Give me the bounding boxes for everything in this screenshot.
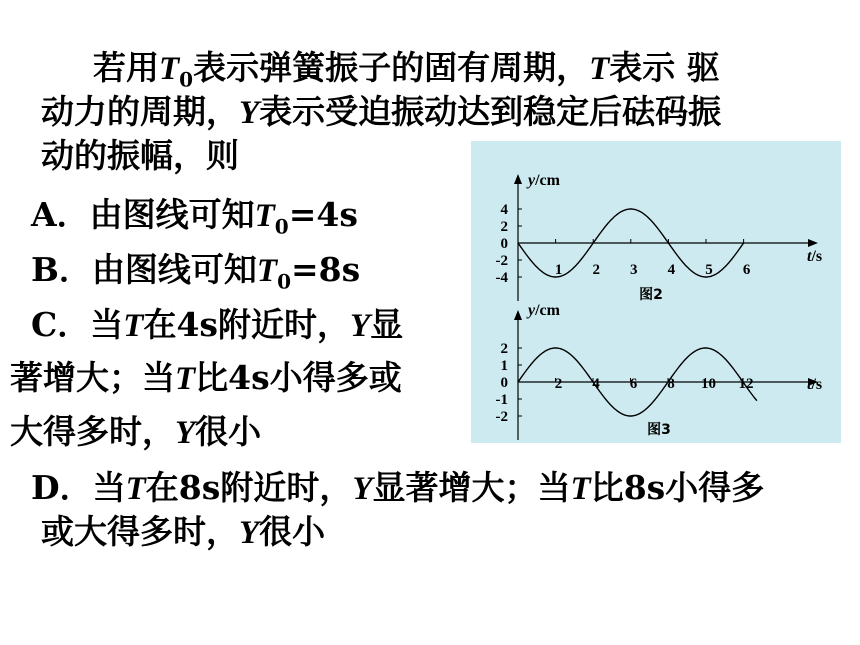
x-axis-arrow [808, 239, 818, 247]
option-letter: D． [31, 468, 93, 507]
text: 很小 [259, 512, 326, 551]
text: 表示受迫振动达到稳定后砝码振 [259, 92, 722, 131]
option-d-line-1 [31, 466, 764, 511]
subscript-0: 0 [274, 214, 289, 239]
x-tick-label: 4 [592, 376, 600, 392]
text: 由图线可知 [89, 195, 255, 234]
option-letter: C． [31, 305, 91, 344]
option-letter: B． [31, 250, 92, 289]
figure-caption: 图2 [639, 287, 663, 303]
text: 表示 驱 [609, 48, 720, 87]
question-line-2 [41, 90, 721, 135]
text: 在8s附近时， [145, 468, 353, 507]
y-axis-label: y/cm [528, 302, 560, 319]
figure-caption: 图3 [647, 422, 671, 438]
y-tick-label: -2 [495, 409, 508, 425]
option-c-line-3 [10, 410, 261, 455]
y-tick-label: 2 [500, 219, 508, 235]
x-tick-label: 2 [592, 262, 600, 278]
option-letter: A． [31, 195, 90, 234]
x-tick-label: 3 [630, 262, 638, 278]
x-axis-label: t/s [807, 248, 823, 265]
x-tick-label: 10 [701, 376, 716, 392]
symbol-T: T [123, 308, 144, 344]
text: 显 [370, 305, 404, 344]
figure-panel [471, 141, 841, 443]
text: 当 [90, 305, 124, 344]
x-tick-label: 5 [705, 262, 713, 278]
option-b[interactable] [31, 248, 360, 304]
question-line-3 [41, 134, 239, 178]
option-c-line-2 [10, 356, 402, 401]
symbol-T: T [570, 471, 591, 507]
x-tick-label: 6 [629, 376, 638, 392]
x-tick-label: 4 [667, 262, 676, 278]
x-tick-label: 1 [554, 262, 563, 278]
y-tick-label: -2 [495, 253, 508, 269]
symbol-Y: Y [352, 471, 373, 507]
figures-svg [471, 141, 841, 443]
text: =4s [288, 195, 358, 234]
x-axis-label: t/s [807, 376, 823, 393]
text: 动力的周期， [41, 92, 239, 131]
symbol-Y: Y [175, 415, 196, 451]
text: 很小 [195, 412, 262, 451]
text: 著增大；当 [10, 358, 175, 397]
text: 由图线可知 [91, 250, 257, 289]
y-tick-label: 2 [500, 341, 508, 357]
y-tick-label: 0 [500, 236, 508, 252]
text: 比4s小得多或 [195, 358, 402, 397]
y-tick-label: -4 [495, 270, 508, 286]
symbol-T: T [254, 198, 275, 234]
y-axis-arrow [514, 310, 522, 320]
text: 动的振幅，则 [41, 136, 239, 175]
y-tick-label: 4 [500, 202, 508, 218]
symbol-T: T [175, 361, 196, 397]
subscript-0: 0 [277, 269, 291, 294]
x-tick-label: 6 [742, 262, 751, 278]
option-a[interactable] [31, 193, 358, 249]
symbol-T: T [589, 51, 610, 87]
text: 大得多时， [10, 412, 175, 451]
y-axis-label: y/cm [528, 172, 560, 189]
option-c-line-1 [31, 303, 403, 348]
subscript-0: 0 [179, 67, 194, 92]
text: 或大得多时， [41, 512, 239, 551]
chart-1 [514, 172, 822, 301]
text: 当 [92, 468, 126, 507]
text: 比8s小得多 [590, 468, 765, 507]
symbol-Y: Y [349, 308, 371, 344]
text: 若用 [93, 48, 159, 87]
text: =8s [291, 250, 361, 289]
chart-2 [514, 302, 822, 440]
y-axis-arrow [514, 174, 522, 184]
symbol-T: T [256, 253, 278, 289]
symbol-T: T [159, 51, 180, 87]
y-tick-label: -1 [495, 392, 508, 408]
option-d-line-2 [41, 510, 325, 555]
symbol-Y: Y [239, 95, 260, 131]
x-tick-label: 2 [554, 376, 563, 392]
y-tick-label: 1 [500, 358, 508, 374]
symbol-T: T [125, 471, 146, 507]
text: 在4s附近时， [143, 305, 350, 344]
x-tick-label: 8 [667, 376, 675, 392]
symbol-Y: Y [239, 515, 260, 551]
text: 表示弹簧振子的固有周期， [193, 48, 590, 87]
y-tick-label: 0 [500, 375, 508, 391]
x-tick-label: 12 [738, 376, 754, 392]
text: 显著增大；当 [372, 468, 571, 507]
